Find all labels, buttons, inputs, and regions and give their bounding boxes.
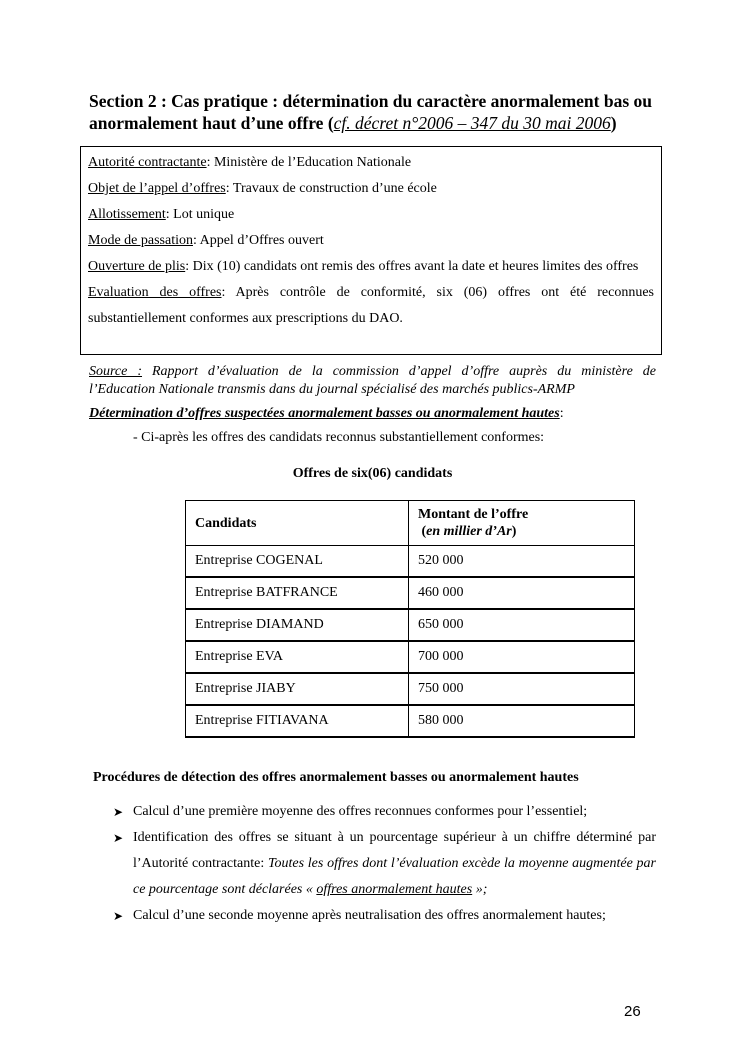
bullet-end-text: »; (472, 882, 488, 897)
table-row (186, 641, 635, 673)
source-text-1: Rapport d’évaluation de la commission d’appel d’offre auprès du ministère de (142, 364, 656, 379)
candidate-name: Entreprise DIAMAND (186, 609, 409, 641)
source-line-2: l’Education Nationale transmis dans du journal spécialisé des marchés publics-ARMP (89, 382, 575, 397)
table-row (186, 705, 635, 737)
section-heading (89, 90, 669, 134)
procedures-list (113, 799, 656, 929)
header-unit-close: ) (511, 524, 517, 539)
determination-title: Détermination d’offres suspectées anormalement basses ou anormalement hautes (89, 406, 560, 421)
header-montant (409, 501, 635, 546)
bullet-underlined-text: offres anormalement hautes (316, 882, 473, 897)
heading-text: Section 2 : Cas pratique : détermination du caractère anormalement bas ou anormalement haut d’une offre ( (89, 91, 653, 133)
offer-amount: 520 000 (409, 546, 635, 578)
info-autorite (88, 150, 654, 176)
info-evaluation-value: : Après contrôle de conformité, six (06) offres ont été reconnues substantiellement conformes aux prescriptions du DAO. (88, 285, 654, 326)
table-row (186, 546, 635, 578)
intro-text: - Ci-après les offres des candidats reconnus substantiellement conformes: (133, 430, 545, 445)
info-evaluation-label: Evaluation des offres (88, 285, 222, 300)
header-unit: en millier d’Ar (426, 524, 512, 539)
heading-close: ) (610, 113, 617, 133)
procedures-title: Procédures de détection des offres anormalement basses ou anormalement hautes (93, 770, 579, 785)
list-item (113, 903, 656, 929)
candidate-name: Entreprise JIABY (186, 673, 409, 705)
info-ouverture (88, 254, 654, 280)
info-allotissement-label: Allotissement (88, 207, 166, 222)
arrow-bullet-icon: ➤ (113, 831, 124, 845)
info-objet (88, 176, 654, 202)
table-row (186, 673, 635, 705)
info-evaluation (88, 280, 654, 332)
tender-info-box (80, 146, 662, 355)
source-note (89, 363, 656, 399)
bullet-text: Calcul d’une première moyenne des offres reconnues conformes pour l’essentiel; (133, 804, 588, 819)
info-autorite-value: : Ministère de l’Education Nationale (206, 155, 412, 170)
candidate-name: Entreprise COGENAL (186, 546, 409, 578)
determination-colon: : (559, 406, 564, 421)
table-row (186, 577, 635, 609)
list-item (113, 825, 656, 903)
info-allotissement-value: : Lot unique (165, 207, 235, 222)
candidate-name: Entreprise BATFRANCE (186, 577, 409, 609)
info-objet-label: Objet de l’appel d’offres (88, 181, 226, 196)
info-ouverture-label: Ouverture de plis (88, 259, 186, 274)
header-montant-label: Montant de l’offre (418, 507, 529, 522)
header-unit-open: ( (421, 524, 427, 539)
bullet-text: Calcul d’une seconde moyenne après neutralisation des offres anormalement hautes; (133, 908, 606, 923)
info-mode-value: : Appel d’Offres ouvert (192, 233, 324, 248)
offer-amount: 700 000 (409, 641, 635, 673)
arrow-bullet-icon: ➤ (113, 909, 124, 923)
info-allotissement (88, 202, 654, 228)
offer-amount: 650 000 (409, 609, 635, 641)
table-row (186, 609, 635, 641)
source-label: Source : (89, 364, 143, 379)
source-line-1 (89, 363, 656, 381)
info-ouverture-value: : Dix (10) candidats ont remis des offres avant la date et heures limites des offres (185, 259, 639, 274)
table-header-row (186, 501, 635, 546)
offer-amount: 460 000 (409, 577, 635, 609)
bullet-italic-text: Toutes les offres dont l’évaluation excède la moyenne augmentée par ce pourcentage sont déclarées « (133, 856, 656, 897)
offers-table (185, 500, 635, 738)
arrow-bullet-icon: ➤ (113, 805, 124, 819)
info-autorite-label: Autorité contractante (88, 155, 207, 170)
decree-reference: cf. décret n°2006 – 347 du 30 mai 2006 (333, 113, 611, 133)
offer-amount: 750 000 (409, 673, 635, 705)
table-caption: Offres de six(06) candidats (292, 466, 453, 481)
info-mode-label: Mode de passation (88, 233, 193, 248)
header-candidats: Candidats (186, 501, 409, 546)
info-mode (88, 228, 654, 254)
list-item (113, 799, 656, 825)
bullet-text: Identification des offres se situant à un pourcentage supérieur à un chiffre déterminé par l’Autorité contractante: (133, 830, 656, 871)
offer-amount: 580 000 (409, 705, 635, 737)
info-objet-value: : Travaux de construction d’une école (225, 181, 437, 196)
candidate-name: Entreprise FITIAVANA (186, 705, 409, 737)
determination-heading (89, 406, 564, 422)
page-number: 26 (624, 1003, 641, 1020)
candidate-name: Entreprise EVA (186, 641, 409, 673)
